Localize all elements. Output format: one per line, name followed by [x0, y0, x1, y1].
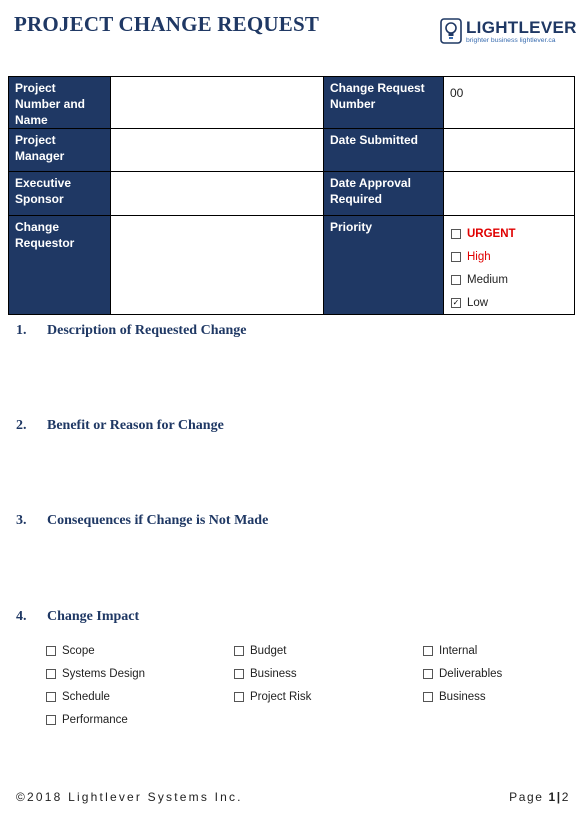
- logo-name: LIGHTLEVER: [466, 18, 577, 37]
- date-submitted-field[interactable]: [444, 129, 575, 172]
- checkbox-icon[interactable]: [451, 252, 461, 262]
- priority-options: [444, 216, 575, 315]
- impact-option-label: Business: [250, 668, 297, 680]
- section-number: 4.: [16, 609, 27, 624]
- priority-option-low[interactable]: [451, 291, 574, 314]
- section-title: Change Impact: [47, 609, 140, 624]
- date-submitted-label: Date Submitted: [324, 129, 444, 172]
- request-info-table: [8, 76, 575, 315]
- date-approval-required-field[interactable]: [444, 172, 575, 216]
- section-heading-description: [16, 323, 247, 339]
- change-request-number-field[interactable]: 00: [444, 77, 575, 129]
- priority-option-medium[interactable]: [451, 268, 574, 291]
- footer-page-number: Page 1|2: [509, 790, 570, 804]
- section-title: Consequences if Change is Not Made: [47, 513, 269, 528]
- table-row: [9, 172, 575, 216]
- checkbox-icon[interactable]: [46, 715, 56, 725]
- checkbox-icon[interactable]: [46, 646, 56, 656]
- impact-option-label: Business: [439, 691, 486, 703]
- checkbox-icon[interactable]: [451, 275, 461, 285]
- impact-option-systems-design[interactable]: [46, 668, 145, 680]
- priority-option-urgent[interactable]: [451, 222, 574, 245]
- impact-option-label: Budget: [250, 645, 287, 657]
- change-requestor-label: Change Requestor: [9, 216, 111, 315]
- section-title: Benefit or Reason for Change: [47, 418, 224, 433]
- priority-option-label: Medium: [467, 273, 508, 286]
- project-number-field[interactable]: [111, 77, 324, 129]
- impact-option-label: Schedule: [62, 691, 110, 703]
- section-heading-consequences: [16, 513, 268, 529]
- impact-option-performance[interactable]: [46, 714, 128, 726]
- checkbox-icon[interactable]: [423, 646, 433, 656]
- priority-label: Priority: [324, 216, 444, 315]
- checkbox-icon[interactable]: [234, 669, 244, 679]
- table-row: [9, 129, 575, 172]
- impact-option-schedule[interactable]: [46, 691, 110, 703]
- impact-option-internal[interactable]: [423, 645, 477, 657]
- checkbox-icon[interactable]: [423, 692, 433, 702]
- impact-option-business-2[interactable]: [423, 691, 486, 703]
- checkbox-icon[interactable]: [451, 229, 461, 239]
- impact-option-label: Performance: [62, 714, 128, 726]
- executive-sponsor-label: Executive Sponsor: [9, 172, 111, 216]
- impact-option-scope[interactable]: [46, 645, 95, 657]
- priority-option-label: URGENT: [467, 227, 516, 240]
- impact-option-budget[interactable]: [234, 645, 286, 657]
- lightbulb-icon: [440, 18, 462, 44]
- logo-tagline: brighter business lightlever.ca: [466, 37, 556, 44]
- section-heading-change-impact: [16, 609, 139, 625]
- section-number: 1.: [16, 323, 27, 338]
- impact-option-label: Systems Design: [62, 668, 146, 680]
- table-row: [9, 216, 575, 315]
- footer-copyright: ©2018 Lightlever Systems Inc.: [16, 790, 243, 804]
- checkbox-icon[interactable]: [46, 669, 56, 679]
- section-title: Description of Requested Change: [47, 323, 247, 338]
- section-number: 3.: [16, 513, 27, 528]
- impact-option-label: Deliverables: [439, 668, 503, 680]
- priority-option-label: Low: [467, 296, 489, 309]
- date-approval-required-label: Date Approval Required: [324, 172, 444, 216]
- section-heading-benefit: [16, 418, 224, 434]
- impact-option-deliverables[interactable]: [423, 668, 502, 680]
- company-logo: [440, 18, 577, 48]
- checkbox-icon[interactable]: [234, 646, 244, 656]
- checkbox-icon[interactable]: ✓: [452, 297, 460, 307]
- impact-option-label: Scope: [62, 645, 95, 657]
- change-request-number-label: Change Request Number: [324, 77, 444, 129]
- checkbox-icon[interactable]: [46, 692, 56, 702]
- impact-option-label: Project Risk: [250, 691, 312, 703]
- checkbox-icon[interactable]: [423, 669, 433, 679]
- table-row: [9, 77, 575, 129]
- executive-sponsor-field[interactable]: [111, 172, 324, 216]
- checkbox-icon[interactable]: [234, 692, 244, 702]
- impact-option-label: Internal: [439, 645, 478, 657]
- impact-option-project-risk[interactable]: [234, 691, 311, 703]
- impact-option-business[interactable]: [234, 668, 297, 680]
- priority-option-label: High: [467, 250, 491, 263]
- change-requestor-field[interactable]: [111, 216, 324, 315]
- project-manager-label: Project Manager: [9, 129, 111, 172]
- page-title: PROJECT CHANGE REQUEST: [14, 12, 320, 36]
- section-number: 2.: [16, 418, 27, 433]
- project-manager-field[interactable]: [111, 129, 324, 172]
- priority-option-high[interactable]: [451, 245, 574, 268]
- project-number-label: Project Number and Name: [9, 77, 111, 129]
